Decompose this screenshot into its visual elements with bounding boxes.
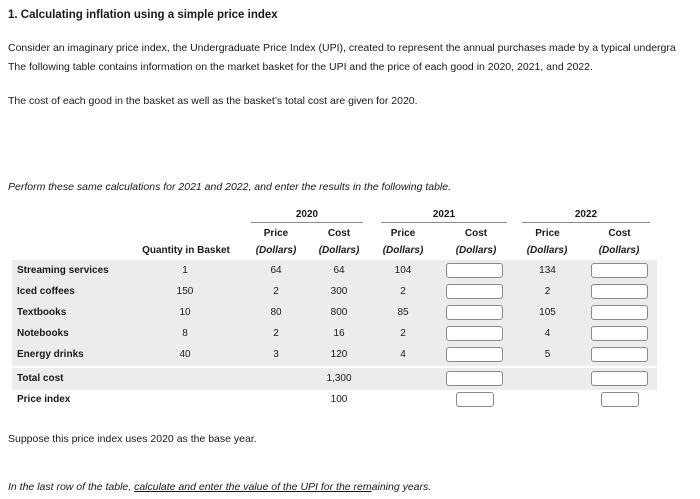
dollars-label: (Dollars) <box>382 245 424 256</box>
cost-header-2022: Cost <box>608 228 631 239</box>
row-label: Textbooks <box>17 307 67 318</box>
dollars-label: (Dollars) <box>598 245 640 256</box>
price-index-2022-input[interactable] <box>601 392 639 407</box>
quantity-value: 10 <box>179 307 191 318</box>
quantity-value: 1 <box>182 265 188 276</box>
cost-2020-value: 300 <box>330 286 348 297</box>
cost-2020-value: 64 <box>333 265 345 276</box>
last-row-instruction <box>8 481 431 493</box>
dollars-label: (Dollars) <box>526 245 568 256</box>
price-2020-value: 64 <box>270 265 282 276</box>
intro-text-1: Consider an imaginary price index, the Undergraduate Price Index (UPI), created to represent the annual purchases made by a typical undergra <box>8 42 676 54</box>
quantity-value: 40 <box>179 349 191 360</box>
price-header-2020: Price <box>263 228 289 239</box>
dollars-label: (Dollars) <box>318 245 360 256</box>
cost-2020-value: 16 <box>333 328 345 339</box>
calculate-link[interactable]: calculate and enter the value of the UPI for the rem <box>134 481 372 493</box>
quantity-header: Quantity in Basket <box>142 245 230 256</box>
price-index-2021-input[interactable] <box>456 392 494 407</box>
quantity-value: 8 <box>182 328 188 339</box>
cost-2021-input[interactable] <box>446 347 503 362</box>
price-2020-value: 2 <box>273 286 279 297</box>
price-2020-value: 2 <box>273 328 279 339</box>
year-2021-rule <box>381 222 507 223</box>
year-2022-header: 2022 <box>574 209 598 220</box>
year-2020-header: 2020 <box>295 209 319 220</box>
intro-text-2: The following table contains information on the market basket for the UPI and the price of each good in 2020, 2021, and 2022. <box>8 61 593 73</box>
price-2021-value: 104 <box>394 265 412 276</box>
cost-2022-input[interactable] <box>591 305 648 320</box>
cost-2021-input[interactable] <box>446 284 503 299</box>
cost-header-2020: Cost <box>327 228 351 239</box>
price-2022-value: 105 <box>539 307 556 318</box>
row-label: Energy drinks <box>17 349 84 360</box>
total-cost-label: Total cost <box>17 373 64 384</box>
total-cost-2020-value: 1,300 <box>326 373 352 384</box>
cost-2022-input[interactable] <box>591 326 648 341</box>
cost-2022-input[interactable] <box>591 263 648 278</box>
price-2020-value: 80 <box>270 307 282 318</box>
price-index-label: Price index <box>17 394 71 405</box>
price-2021-value: 2 <box>400 328 406 339</box>
price-2021-value: 4 <box>400 349 406 360</box>
cost-2020-value: 120 <box>330 349 348 360</box>
cost-2020-value: 800 <box>330 307 348 318</box>
row-label: Notebooks <box>17 328 69 339</box>
total-cost-2022-input[interactable] <box>591 371 648 386</box>
cost-2021-input[interactable] <box>446 305 503 320</box>
year-2021-header: 2021 <box>432 209 456 220</box>
year-2020-rule <box>251 222 363 223</box>
price-2021-value: 2 <box>400 286 406 297</box>
dollars-label: (Dollars) <box>255 245 297 256</box>
cost-2021-input[interactable] <box>446 326 503 341</box>
intro-text-3: The cost of each good in the basket as well as the basket’s total cost are given for 2020. <box>8 95 418 107</box>
instruction-prefix: In the last row of the table, <box>8 481 135 493</box>
row-label: Streaming services <box>17 265 109 276</box>
base-year-note: Suppose this price index uses 2020 as the base year. <box>8 433 257 445</box>
price-2022-value: 134 <box>539 265 556 276</box>
price-2022-value: 4 <box>544 328 551 339</box>
price-header-2022: Price <box>535 228 560 239</box>
question-title: 1. Calculating inflation using a simple price index <box>8 9 278 21</box>
price-2022-value: 5 <box>544 349 551 360</box>
price-2020-value: 3 <box>273 349 279 360</box>
instruction-text: Perform these same calculations for 2021 and 2022, and enter the results in the following table. <box>8 181 452 193</box>
price-header-2021: Price <box>390 228 416 239</box>
quantity-value: 150 <box>176 286 194 297</box>
price-index-2020-value: 100 <box>330 394 348 405</box>
dollars-label: (Dollars) <box>455 245 497 256</box>
cost-2022-input[interactable] <box>591 347 648 362</box>
row-label: Iced coffees <box>17 286 75 297</box>
cost-2021-input[interactable] <box>446 263 503 278</box>
cost-header-2021: Cost <box>464 228 488 239</box>
total-cost-2021-input[interactable] <box>446 371 503 386</box>
cost-2022-input[interactable] <box>591 284 648 299</box>
instruction-suffix: aining years. <box>371 481 432 493</box>
year-2022-rule <box>522 222 650 223</box>
price-2021-value: 85 <box>397 307 409 318</box>
price-2022-value: 2 <box>544 286 551 297</box>
